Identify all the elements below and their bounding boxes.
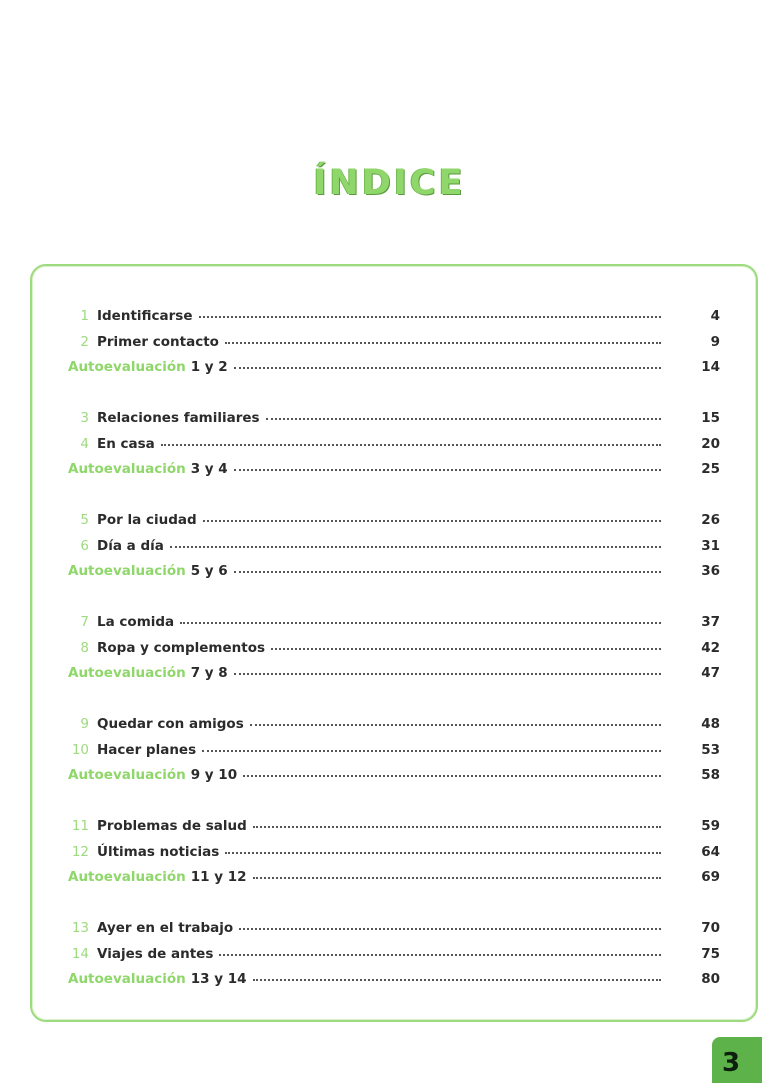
self-assessment-prefix: Autoevaluación — [68, 971, 186, 987]
page-ref: 42 — [701, 639, 720, 656]
self-assessment-prefix: Autoevaluación — [68, 767, 186, 783]
self-assessment-units: 13 y 14 — [190, 971, 247, 987]
toc-entry[interactable] — [0, 943, 779, 965]
toc-entry-text — [97, 917, 661, 939]
toc-entry-text — [68, 968, 661, 990]
unit-number: 13 — [71, 920, 89, 936]
dot-leader — [161, 433, 661, 446]
page-ref: 69 — [701, 869, 720, 885]
unit-number: 7 — [80, 614, 89, 630]
toc-entry-text — [68, 662, 661, 684]
unit-title: Identificarse — [97, 308, 193, 324]
unit-number: 8 — [80, 639, 89, 656]
page-ref: 59 — [701, 818, 720, 834]
page-ref: 48 — [701, 716, 720, 732]
dot-leader — [253, 866, 662, 879]
toc-entry-text — [97, 433, 661, 455]
toc-self-assessment[interactable] — [0, 458, 779, 480]
dot-leader — [234, 662, 661, 675]
dot-leader — [225, 331, 661, 344]
page-ref: 37 — [701, 614, 720, 630]
unit-number: 6 — [80, 537, 89, 554]
page-number-badge — [712, 1037, 762, 1083]
toc-entry-text — [97, 637, 661, 659]
toc-entry-text — [97, 943, 661, 965]
unit-number: 1 — [80, 308, 89, 324]
toc-self-assessment[interactable] — [0, 356, 779, 378]
dot-leader — [199, 305, 661, 318]
self-assessment-units: 7 y 8 — [190, 665, 228, 681]
dot-leader — [271, 637, 661, 650]
unit-number: 4 — [80, 435, 89, 452]
toc-entry-text — [97, 407, 661, 429]
self-assessment-units: 11 y 12 — [190, 869, 247, 885]
dot-leader — [234, 356, 661, 369]
unit-title: Últimas noticias — [97, 843, 220, 860]
self-assessment-units: 3 y 4 — [190, 461, 228, 477]
toc-entry[interactable] — [0, 407, 779, 429]
page-title: ÍNDICE — [313, 163, 466, 203]
page-ref: 58 — [701, 767, 720, 783]
toc-entry-text — [68, 356, 661, 378]
page-ref: 47 — [701, 665, 720, 681]
unit-title: Quedar con amigos — [97, 716, 244, 732]
self-assessment-prefix: Autoevaluación — [68, 869, 186, 885]
unit-title: Día a día — [97, 537, 164, 554]
self-assessment-prefix: Autoevaluación — [68, 665, 186, 681]
dot-leader — [234, 458, 661, 471]
page-ref: 20 — [701, 435, 720, 452]
unit-title: Relaciones familiares — [97, 410, 260, 426]
self-assessment-prefix: Autoevaluación — [68, 359, 186, 375]
unit-number: 10 — [71, 741, 89, 758]
page-ref: 70 — [701, 920, 720, 936]
dot-leader — [202, 739, 661, 752]
unit-number: 2 — [80, 333, 89, 350]
unit-number: 9 — [80, 716, 89, 732]
unit-title: Primer contacto — [97, 333, 219, 350]
unit-number: 5 — [80, 512, 89, 528]
toc-entry[interactable] — [0, 305, 779, 327]
self-assessment-units: 1 y 2 — [190, 359, 228, 375]
unit-title: Problemas de salud — [97, 818, 247, 834]
toc-entry[interactable] — [0, 509, 779, 531]
dot-leader — [250, 713, 661, 726]
page-ref: 26 — [701, 512, 720, 528]
unit-number: 11 — [71, 818, 89, 834]
page-ref: 31 — [701, 537, 720, 554]
toc-entry-text — [97, 331, 661, 353]
unit-title: Viajes de antes — [97, 945, 214, 962]
toc-entry[interactable] — [0, 841, 779, 863]
toc-entry-text — [97, 509, 661, 531]
dot-leader — [180, 611, 661, 624]
page-ref: 9 — [710, 333, 720, 350]
toc-entry[interactable] — [0, 739, 779, 761]
toc-entry-text — [68, 764, 661, 786]
toc-entry[interactable] — [0, 433, 779, 455]
unit-title: Ropa y complementos — [97, 639, 266, 656]
toc-entry-text — [97, 611, 661, 633]
page-ref: 14 — [701, 359, 720, 375]
page-ref: 80 — [701, 971, 720, 987]
dot-leader — [253, 968, 662, 981]
toc-entry[interactable] — [0, 637, 779, 659]
toc-entry-text — [97, 535, 661, 557]
unit-title: Hacer planes — [97, 741, 197, 758]
toc-entry-text — [68, 560, 661, 582]
toc-entry[interactable] — [0, 535, 779, 557]
dot-leader — [225, 841, 661, 854]
dot-leader — [253, 815, 661, 828]
page-ref: 64 — [701, 843, 720, 860]
toc-self-assessment[interactable] — [0, 866, 779, 888]
unit-number: 12 — [71, 843, 89, 860]
unit-title: La comida — [97, 614, 175, 630]
dot-leader — [170, 535, 661, 548]
dot-leader — [266, 407, 661, 420]
toc-entry[interactable] — [0, 331, 779, 353]
page-ref: 75 — [701, 945, 720, 962]
page-ref: 15 — [701, 410, 720, 426]
self-assessment-units: 9 y 10 — [190, 767, 238, 783]
toc-entry[interactable] — [0, 611, 779, 633]
dot-leader — [219, 943, 661, 956]
toc-self-assessment[interactable] — [0, 662, 779, 684]
unit-title: Ayer en el trabajo — [97, 920, 234, 936]
dot-leader — [203, 509, 661, 522]
unit-title: En casa — [97, 435, 155, 452]
page-ref: 4 — [710, 308, 720, 324]
page-ref: 25 — [701, 461, 720, 477]
toc-entry[interactable] — [0, 917, 779, 939]
unit-title: Por la ciudad — [97, 512, 197, 528]
self-assessment-units: 5 y 6 — [190, 563, 228, 579]
page-number: 3 — [722, 1048, 741, 1078]
toc-entry-text — [97, 815, 661, 837]
toc-self-assessment[interactable] — [0, 560, 779, 582]
toc-entry-text — [97, 305, 661, 327]
dot-leader — [243, 764, 661, 777]
dot-leader — [234, 560, 661, 573]
toc-entry-text — [97, 713, 661, 735]
page-ref: 53 — [701, 741, 720, 758]
unit-number: 14 — [71, 945, 89, 962]
toc-self-assessment[interactable] — [0, 764, 779, 786]
page-ref: 36 — [701, 563, 720, 579]
dot-leader — [239, 917, 661, 930]
toc-entry-text — [97, 739, 661, 761]
toc-entry-text — [68, 866, 661, 888]
unit-number: 3 — [80, 410, 89, 426]
toc-entry-text — [68, 458, 661, 480]
self-assessment-prefix: Autoevaluación — [68, 563, 186, 579]
toc-self-assessment[interactable] — [0, 968, 779, 990]
toc-entry[interactable] — [0, 713, 779, 735]
toc-entry[interactable] — [0, 815, 779, 837]
self-assessment-prefix: Autoevaluación — [68, 461, 186, 477]
toc-entry-text — [97, 841, 661, 863]
